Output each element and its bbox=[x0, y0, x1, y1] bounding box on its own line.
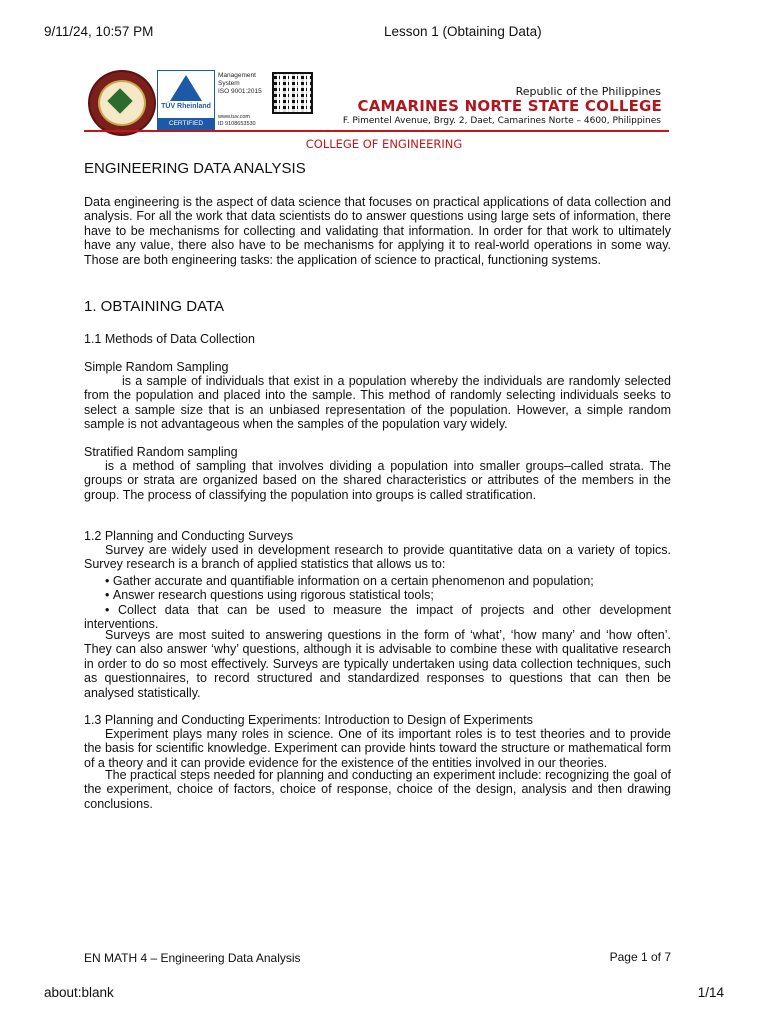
section-heading: 1. OBTAINING DATA bbox=[84, 298, 225, 315]
list-item: • Answer research questions using rigorous statistical tools; bbox=[84, 588, 671, 602]
tuv-certified-label: CERTIFIED bbox=[158, 118, 214, 129]
iso-line: System bbox=[218, 80, 240, 87]
term-heading: Stratified Random sampling bbox=[84, 445, 238, 459]
survey-paragraph: Survey are widely used in development research to provide quantitative data on a variety of topics. Survey research is a branch of applied statistics that allows us to: bbox=[84, 543, 671, 572]
term-heading: Simple Random Sampling bbox=[84, 360, 229, 374]
list-item: • Gather accurate and quantifiable information on a certain phenomenon and population; bbox=[84, 574, 671, 588]
intro-paragraph: Data engineering is the aspect of data science that focuses on practical applications of data collection and analysis. For all the work that data scientists do to answer questions using large sets of information, there have to be mechanisms for collecting and validating that information. In order for that work to ultimately have any value, there also have to be mechanisms for applying it to real-world operations in some way. Those are both engineering tasks: the application of science to practical, functioning systems. bbox=[84, 195, 671, 267]
experiment-paragraph: Experiment plays many roles in science. One of its important roles is to test theories and to provide the basis for scientific knowledge. Experiment can provide hints toward the structure or mathematical form of a theory and it can provide evidence for the existence of the entities involved in our theories. bbox=[84, 727, 671, 770]
subsection-heading: 1.1 Methods of Data Collection bbox=[84, 332, 255, 346]
college-seal-logo bbox=[88, 70, 156, 136]
iso-id: ID 9108653530 bbox=[218, 121, 256, 127]
list-item: • Collect data that can be used to measure the impact of projects and other development interventions. bbox=[84, 603, 671, 632]
term-definition: is a sample of individuals that exist in a population whereby the individuals are randomly selected from the population and placed into the sample. This method of randomly selecting individuals seeks to select a sample size that is an unbiased representation of the population. However, a simple random sample is not advantageous when the samples of the population vary widely. bbox=[84, 374, 671, 432]
experiment-paragraph: The practical steps needed for planning and conducting an experiment include: recognizing the goal of the experiment, choice of factors, choice of response, choice of the design, analysis and then drawing conclusions. bbox=[84, 768, 671, 811]
college-name: CAMARINES NORTE STATE COLLEGE bbox=[357, 97, 662, 115]
page-footer-number: Page 1 of 7 bbox=[609, 950, 671, 964]
survey-bullet-list bbox=[84, 574, 671, 632]
department-name: COLLEGE OF ENGINEERING bbox=[305, 137, 463, 151]
letterhead-divider bbox=[84, 130, 669, 132]
iso-line: ISO 9001:2015 bbox=[218, 88, 262, 95]
page-footer-course: EN MATH 4 – Engineering Data Analysis bbox=[84, 951, 301, 965]
tuv-certification-logo bbox=[157, 70, 215, 130]
college-address: F. Pimentel Avenue, Brgy. 2, Daet, Camarines Norte – 4600, Philippines bbox=[342, 116, 661, 126]
print-page-count: 1/14 bbox=[697, 985, 724, 1000]
iso-certification-text bbox=[218, 72, 274, 96]
iso-line: Management bbox=[218, 72, 256, 79]
page-title: ENGINEERING DATA ANALYSIS bbox=[84, 160, 306, 177]
subsection-heading: 1.3 Planning and Conducting Experiments: Introduction to Design of Experiments bbox=[84, 713, 533, 727]
qr-code-icon bbox=[272, 72, 313, 114]
term-definition: is a method of sampling that involves dividing a population into smaller groups–called strata. The groups or strata are organized based on the shared characteristics or attributes of the members in the group. The process of classifying the population into groups is called stratification. bbox=[84, 459, 671, 502]
republic-text: Republic of the Philippines bbox=[515, 85, 661, 98]
print-title: Lesson 1 (Obtaining Data) bbox=[384, 24, 542, 39]
iso-id-text bbox=[218, 114, 274, 128]
print-url: about:blank bbox=[44, 985, 114, 1000]
tuv-name: TÜV Rheinland bbox=[161, 103, 211, 110]
iso-web: www.tuv.com bbox=[218, 114, 250, 120]
subsection-heading: 1.2 Planning and Conducting Surveys bbox=[84, 529, 294, 543]
survey-paragraph: Surveys are most suited to answering questions in the form of ‘what’, ‘how many’ and ‘how often’. They can also answer ‘why’ questions, although it is advisable to combine these with qualitative research in order to do so most effectively. Surveys are typically undertaken using data collection techniques, such as questionnaires, to record structured and standardized responses to questions that can then be analysed statistically. bbox=[84, 628, 671, 700]
print-datetime: 9/11/24, 10:57 PM bbox=[44, 24, 154, 39]
